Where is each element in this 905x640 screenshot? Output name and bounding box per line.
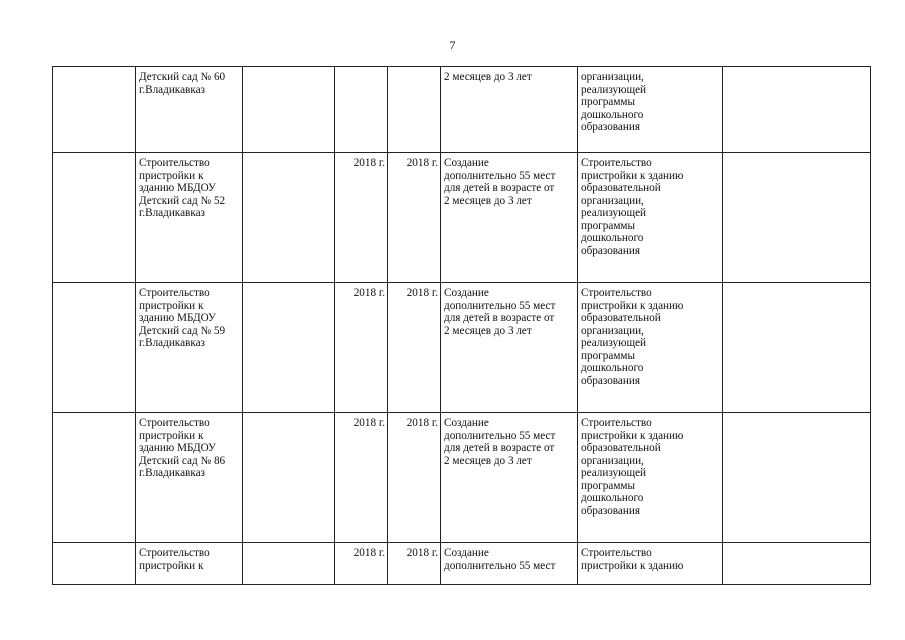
empty-cell <box>243 413 335 543</box>
table-row <box>53 153 871 283</box>
notes-cell <box>723 543 871 585</box>
result-cell: 2 месяцев до 3 лет <box>441 67 578 153</box>
purpose-cell: Строительство пристройки к зданию образовательной организации, реализующей программы дошкольного образования <box>578 153 723 283</box>
end-year-cell <box>388 67 441 153</box>
result-cell: Создание дополнительно 55 мест для детей в возрасте от 2 месяцев до 3 лет <box>441 153 578 283</box>
empty-cell <box>243 283 335 413</box>
purpose-cell: Строительство пристройки к зданию <box>578 543 723 585</box>
object-name-cell: Детский сад № 60 г.Владикавказ <box>136 67 243 153</box>
purpose-cell: Строительство пристройки к зданию образовательной организации, реализующей программы дошкольного образования <box>578 283 723 413</box>
start-year-cell: 2018 г. <box>335 413 388 543</box>
program-table <box>52 66 871 585</box>
table-row <box>53 283 871 413</box>
number-cell <box>53 67 136 153</box>
purpose-cell: организации, реализующей программы дошкольного образования <box>578 67 723 153</box>
start-year-cell: 2018 г. <box>335 283 388 413</box>
object-name-cell: Строительство пристройки к зданию МБДОУ Детский сад № 52 г.Владикавказ <box>136 153 243 283</box>
end-year-cell: 2018 г. <box>388 153 441 283</box>
empty-cell <box>243 543 335 585</box>
end-year-cell: 2018 г. <box>388 283 441 413</box>
table-row <box>53 413 871 543</box>
object-name-cell: Строительство пристройки к зданию МБДОУ Детский сад № 86 г.Владикавказ <box>136 413 243 543</box>
notes-cell <box>723 283 871 413</box>
number-cell <box>53 153 136 283</box>
result-cell: Создание дополнительно 55 мест для детей в возрасте от 2 месяцев до 3 лет <box>441 413 578 543</box>
object-name-cell: Строительство пристройки к зданию МБДОУ Детский сад № 59 г.Владикавказ <box>136 283 243 413</box>
result-cell: Создание дополнительно 55 мест для детей в возрасте от 2 месяцев до 3 лет <box>441 283 578 413</box>
empty-cell <box>243 153 335 283</box>
empty-cell <box>243 67 335 153</box>
end-year-cell: 2018 г. <box>388 413 441 543</box>
table-row <box>53 67 871 153</box>
notes-cell <box>723 67 871 153</box>
start-year-cell: 2018 г. <box>335 153 388 283</box>
purpose-cell: Строительство пристройки к зданию образовательной организации, реализующей программы дошкольного образования <box>578 413 723 543</box>
end-year-cell: 2018 г. <box>388 543 441 585</box>
object-name-cell: Строительство пристройки к <box>136 543 243 585</box>
result-cell: Создание дополнительно 55 мест <box>441 543 578 585</box>
notes-cell <box>723 413 871 543</box>
number-cell <box>53 543 136 585</box>
page-number: 7 <box>449 38 456 52</box>
start-year-cell: 2018 г. <box>335 543 388 585</box>
number-cell <box>53 283 136 413</box>
start-year-cell <box>335 67 388 153</box>
notes-cell <box>723 153 871 283</box>
number-cell <box>53 413 136 543</box>
table-row <box>53 543 871 585</box>
